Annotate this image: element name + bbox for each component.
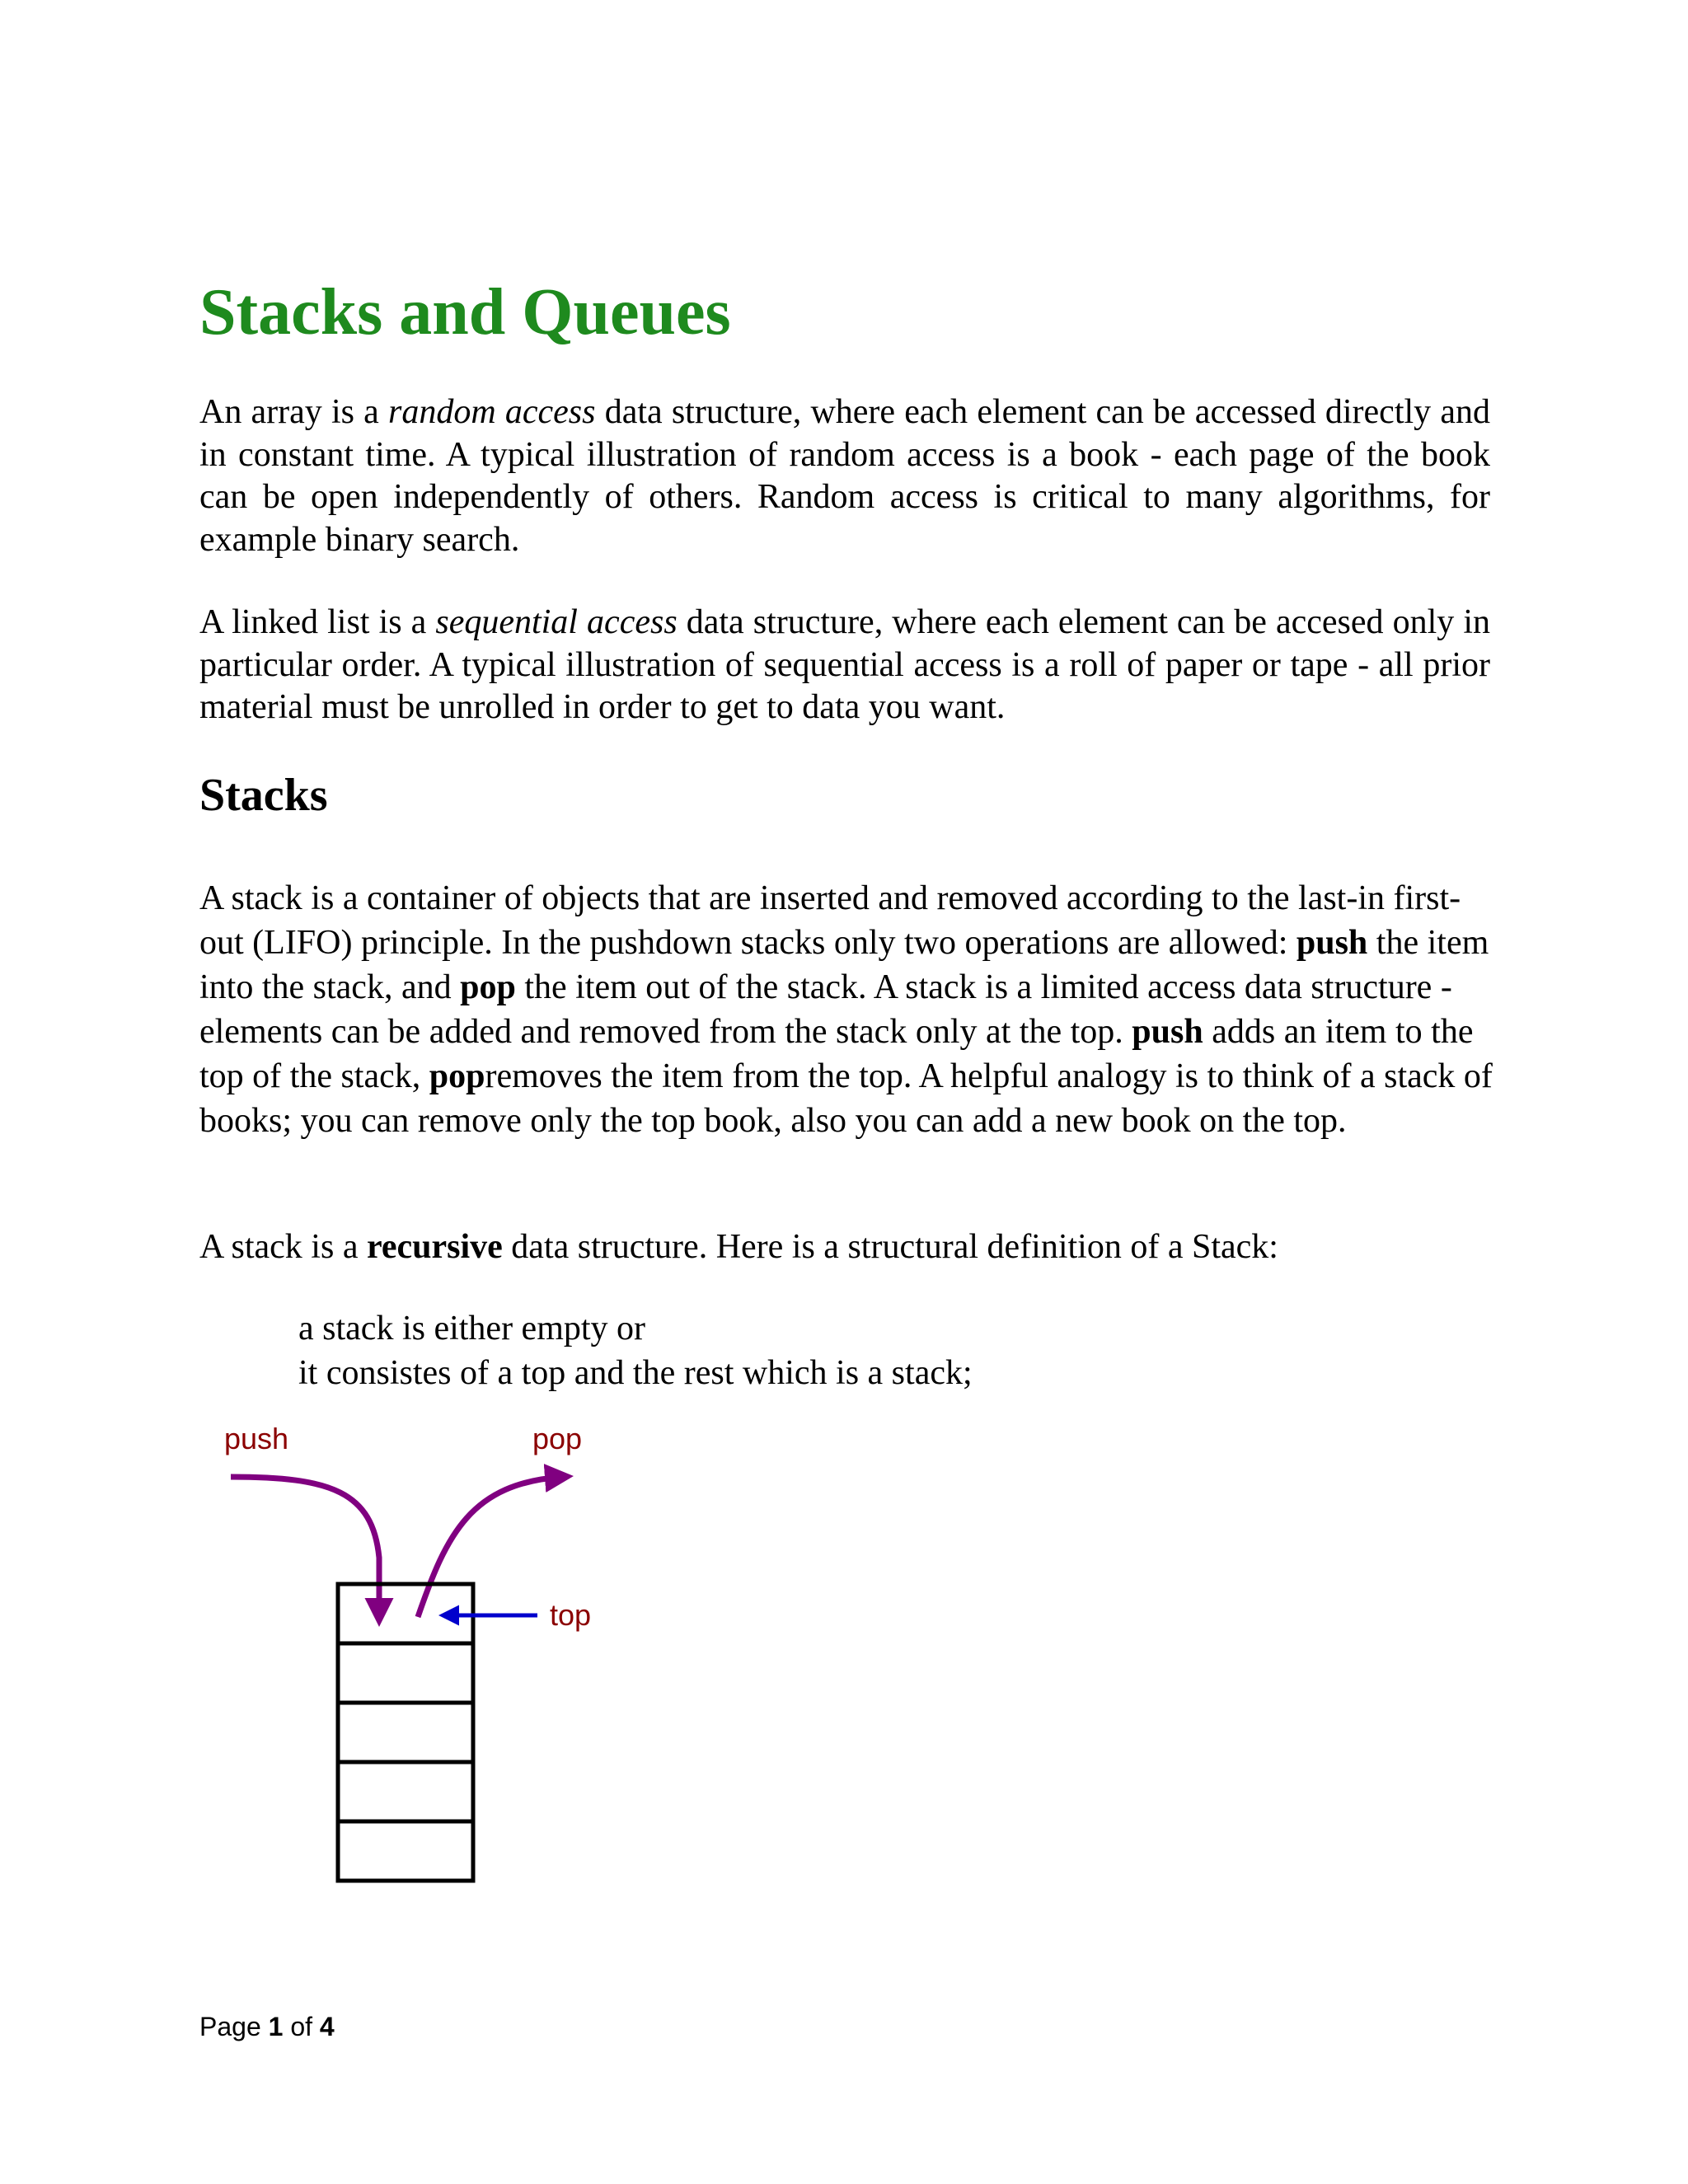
structural-definition <box>298 1306 973 1395</box>
push-arrow <box>231 1477 379 1615</box>
stack-cell <box>338 1762 473 1821</box>
p1-text-b: data structure, where each element can be accessed directly and in constant time. A typical illustration of random access is a book - each page of the book can be open independently of others. Random access is critical to many algorithms, for example binary search. <box>199 393 1490 559</box>
paragraph-recursive <box>199 1226 1490 1269</box>
paragraph-stack-definition <box>199 876 1502 1143</box>
p4-text-1: A stack is a <box>199 1228 367 1266</box>
p3-bold-pop-2: pop <box>429 1057 485 1095</box>
definition-line-2: it consistes of a top and the rest which is a stack; <box>298 1354 973 1392</box>
stack-cell-bottom <box>338 1821 473 1881</box>
paragraph-sequential-access <box>199 602 1490 729</box>
stack-diagram <box>199 1401 628 1896</box>
footer-page-word: Page <box>199 2012 261 2041</box>
p3-text-4: adds an item to the top of the stack, <box>199 1013 1474 1095</box>
stack-cell <box>338 1703 473 1762</box>
footer-page-total: 4 <box>319 2012 335 2041</box>
p2-emphasis: sequential access <box>435 603 678 641</box>
p4-text-2: data structure. Here is a structural definition of a Stack: <box>502 1228 1278 1266</box>
p3-bold-push-2: push <box>1132 1013 1203 1051</box>
pop-label: pop <box>532 1422 583 1455</box>
p3-text-1: A stack is a container of objects that are inserted and removed according to the last-in first-out (LIFO) principle. In the pushdown stacks only two operations are allowed: <box>199 879 1461 962</box>
footer-of-word: of <box>290 2012 312 2041</box>
p3-text-5: removes the item from the top. A helpful analogy is to think of a stack of books; you can remove only the top book, also you can add a new book on the top. <box>199 1057 1493 1140</box>
p3-text-2: the item into the stack, and <box>199 924 1489 1006</box>
p2-text-a: A linked list is a <box>199 603 436 641</box>
page-title: Stacks and Queues <box>199 276 731 349</box>
p2-text-b: data structure, where each element can be accesed only in particular order. A typical illustration of sequential access is a roll of paper or tape - all prior material must be unrolled in order to get to data you want. <box>199 603 1491 726</box>
top-label: top <box>550 1598 592 1632</box>
stack-cell <box>338 1643 473 1703</box>
p3-bold-pop: pop <box>460 968 516 1006</box>
page-footer <box>199 2011 335 2042</box>
pop-arrow <box>418 1477 562 1617</box>
p1-text-a: An array is a <box>199 393 389 431</box>
section-heading-stacks: Stacks <box>199 770 328 821</box>
paragraph-random-access <box>199 391 1490 561</box>
p3-bold-push: push <box>1296 924 1368 962</box>
p3-text-3: the item out of the stack. A stack is a limited access data structure - elements can be added and removed from the stack only at the top. <box>199 968 1452 1051</box>
p4-bold-recursive: recursive <box>366 1228 503 1266</box>
definition-line-1: a stack is either empty or <box>298 1310 646 1347</box>
footer-page-number: 1 <box>268 2012 284 2041</box>
push-label: push <box>224 1422 289 1455</box>
p1-emphasis: random access <box>388 393 596 431</box>
